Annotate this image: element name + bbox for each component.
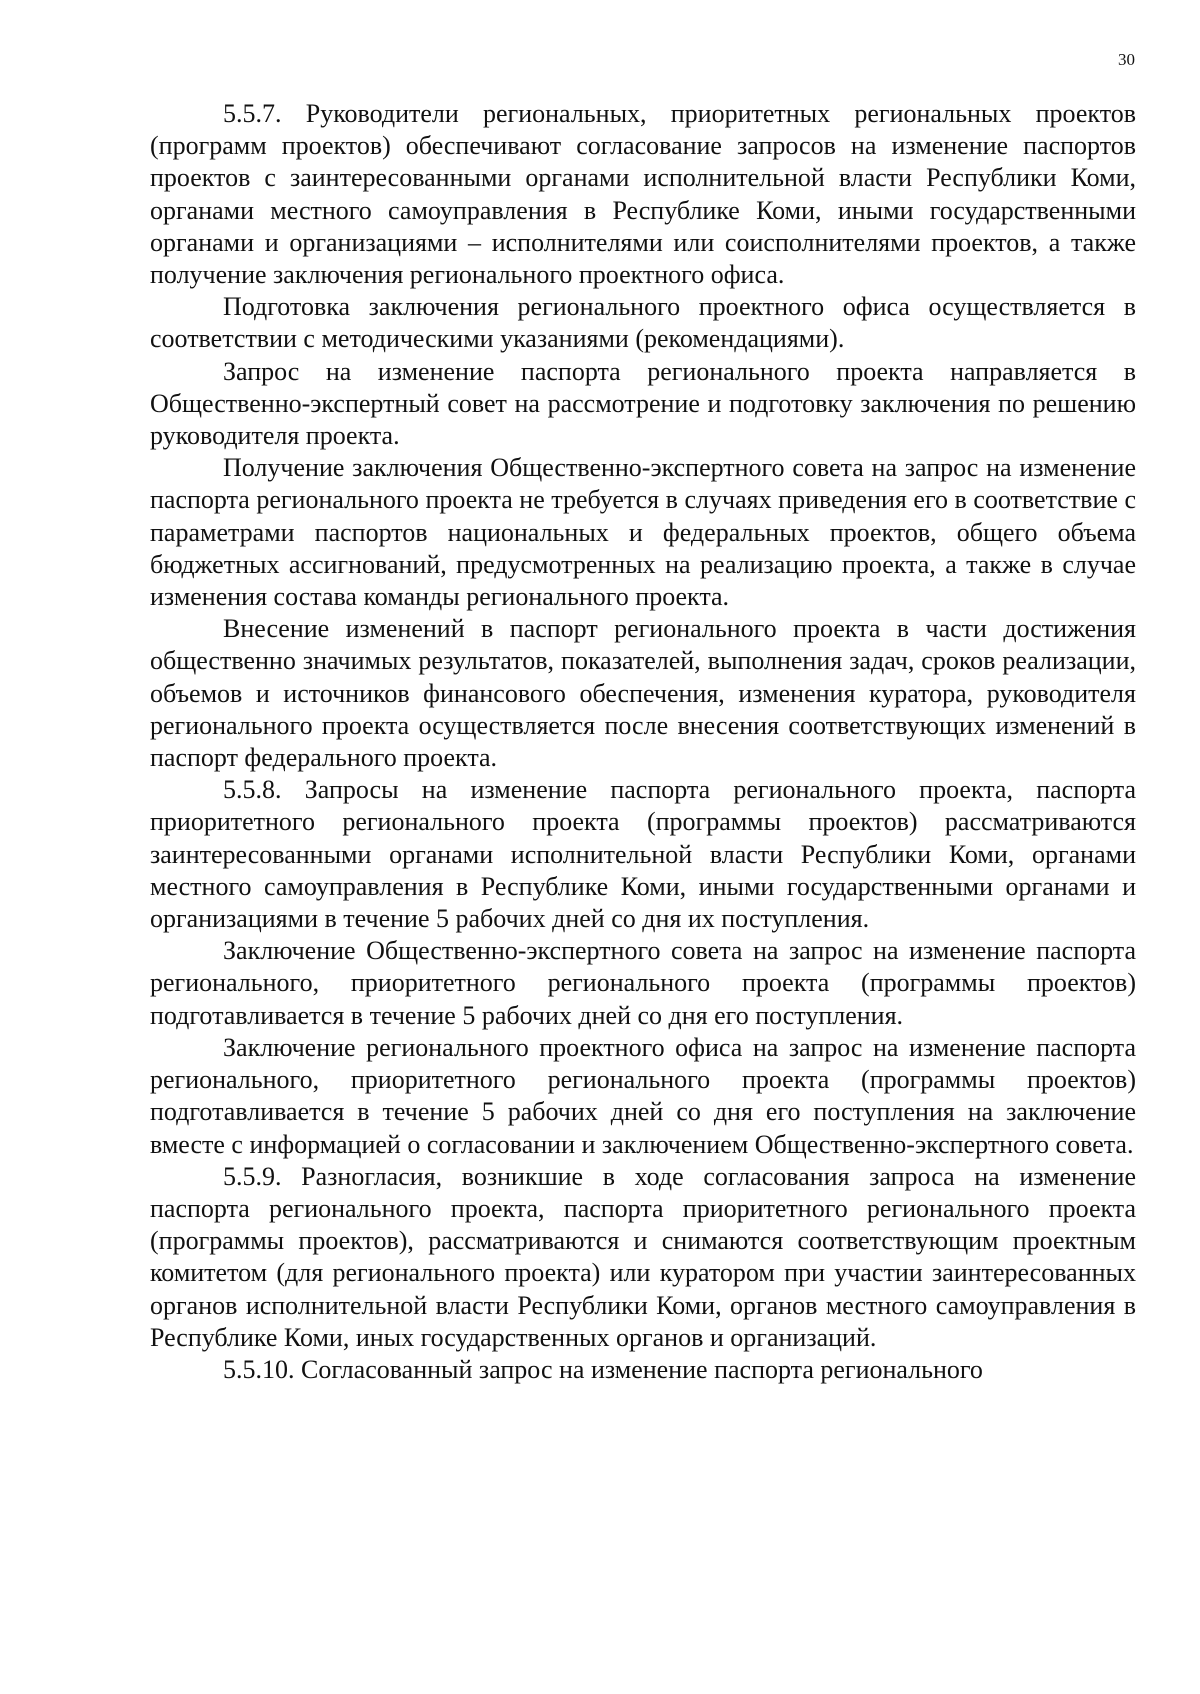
paragraph-5-5-9: 5.5.9. Разногласия, возникшие в ходе согласования запроса на изменение паспорта регионального проекта, паспорта приоритетного регионального проекта (программы проектов), рассматриваются и снимаются соответствующим проектным комитетом (для регионального проекта) или куратором при участии заинтересованных органов исполнительной власти Республики Коми, органов местного самоуправления в Республике Коми, иных государственных органов и организаций. <box>150 1161 1136 1352</box>
paragraph-council-deadline: Заключение Общественно-экспертного совета на запрос на изменение паспорта регионального, приоритетного регионального проекта (программы проектов) подготавливается в течение 5 рабочих дней со дня его поступления. <box>150 936 1136 1030</box>
paragraph-5-5-7: 5.5.7. Руководители региональных, приоритетных региональных проектов (программ проектов) обеспечивают согласование запросов на изменение паспортов проектов с заинтересованными органами исполнительной власти Республики Коми, органами местного самоуправления в Республике Коми, иными государственными органами и организациями – исполнителями или соисполнителями проектов, а также получение заключения регионального проектного офиса. <box>150 99 1136 290</box>
page-number: 30 <box>1118 50 1135 69</box>
paragraph-5-5-8: 5.5.8. Запросы на изменение паспорта регионального проекта, паспорта приоритетного регионального проекта (программы проектов) рассматриваются заинтересованными органами исполнительной власти Республики Коми, органами местного самоуправления в Республике Коми, иными государственными органами и организациями в течение 5 рабочих дней со дня их поступления. <box>150 775 1136 934</box>
paragraph-office-conclusion: Подготовка заключения регионального проектного офиса осуществляется в соответствии с методическими указаниями (рекомендациями). <box>150 292 1136 354</box>
paragraph-request-council: Запрос на изменение паспорта регионального проекта направляется в Общественно-экспертный совет на рассмотрение и подготовку заключения по решению руководителя проекта. <box>150 356 1136 451</box>
paragraph-council-exemption: Получение заключения Общественно-экспертного совета на запрос на изменение паспорта регионального проекта не требуется в случаях приведения его в соответствие с параметрами паспортов национальных и федеральных проектов, общего объема бюджетных ассигнований, предусмотренных на реализацию проекта, а также в случае изменения состава команды регионального проекта. <box>150 453 1136 612</box>
paragraph-5-5-10: 5.5.10. Согласованный запрос на изменение паспорта регионального <box>223 1354 983 1384</box>
document-body <box>150 98 1136 1386</box>
paragraph-office-deadline: Заключение регионального проектного офиса на запрос на изменение паспорта регионального, приоритетного регионального проекта (программы проектов) подготавливается в течение 5 рабочих дней со дня его поступления на заключение вместе с информацией о согласовании и заключением Общественно-экспертного совета. <box>150 1032 1136 1159</box>
paragraph-changes-federal: Внесение изменений в паспорт регионального проекта в части достижения общественно значимых результатов, показателей, выполнения задач, сроков реализации, объемов и источников финансового обеспечения, изменения куратора, руководителя регионального проекта осуществляется после внесения соответствующих изменений в паспорт федерального проекта. <box>150 614 1136 773</box>
